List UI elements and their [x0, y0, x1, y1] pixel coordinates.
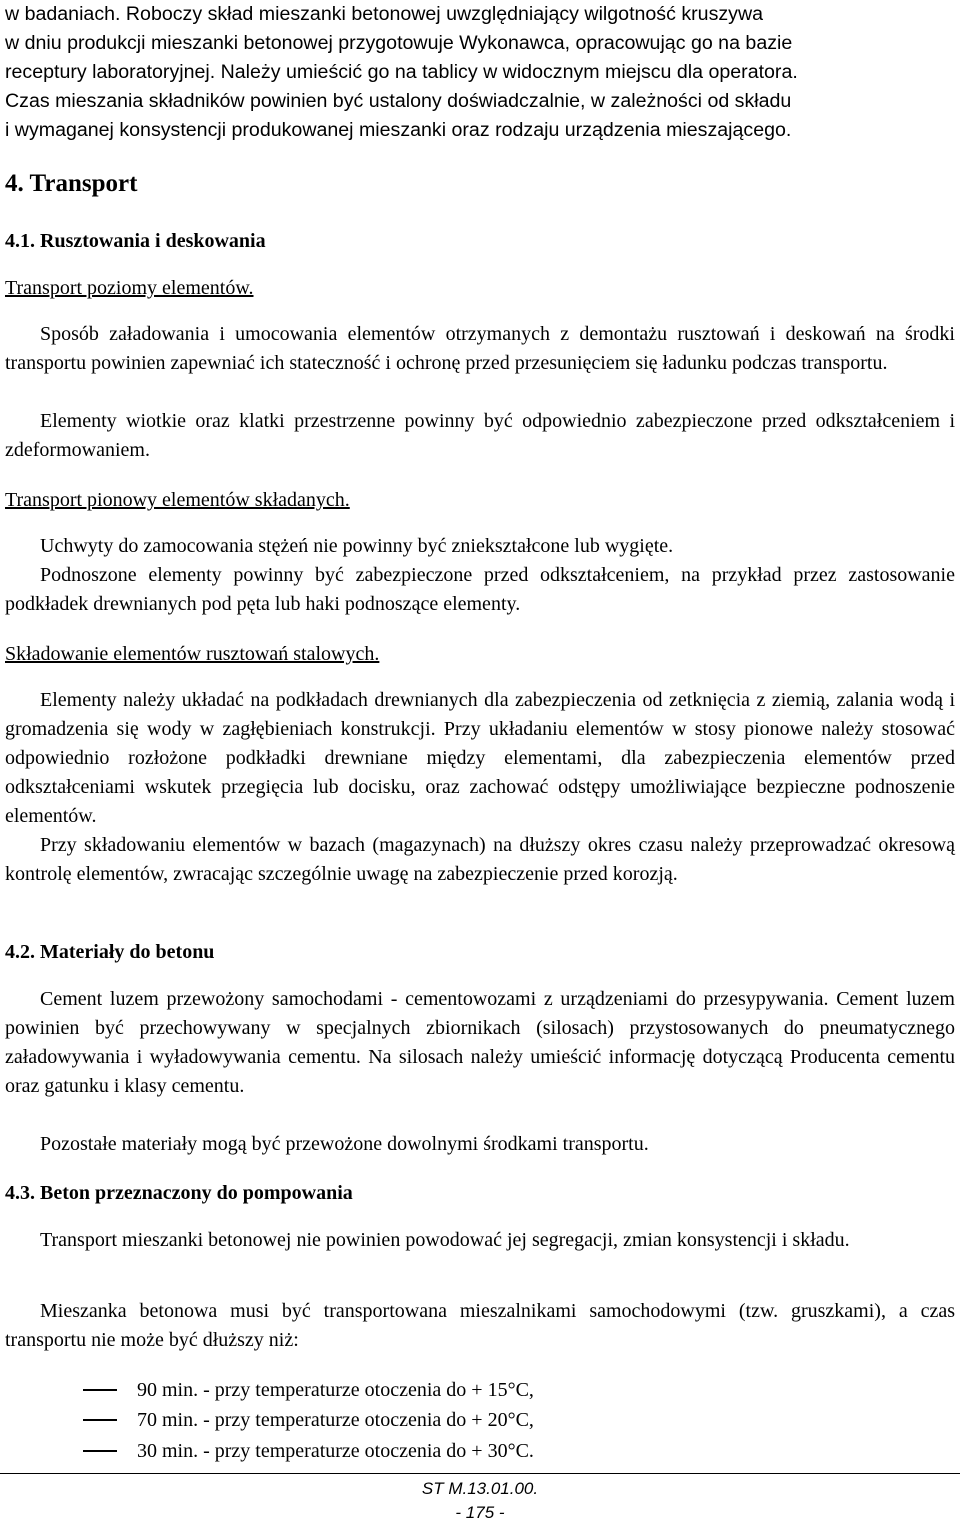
subheading-transport-poziomy: Transport poziomy elementów. [5, 277, 254, 299]
paragraph-mieszanka: Mieszanka betonowa musi być transportowana mieszalnikami samochodowymi (tzw. gruszkami), a czas transportu nie może być dłuższy niż: [5, 1300, 955, 1351]
list-item-text: 70 min. - przy temperaturze otoczenia do + 20°C, [137, 1409, 534, 1431]
subheading-transport-pionowy: Transport pionowy elementów składanych. [5, 489, 350, 511]
subsection-heading-4-1: 4.1. Rusztowania i deskowania [5, 230, 266, 252]
paragraph-podnoszone: Podnoszone elementy powinny być zabezpieczone przed odkształceniem, na przykład przez zastosowanie podkładek drewnianych pod pęta lub haki podnoszące elementy. [5, 564, 955, 615]
dash-bullet-icon [83, 1389, 117, 1391]
dash-bullet-icon [83, 1419, 117, 1421]
list-item-text: 90 min. - przy temperaturze otoczenia do + 15°C, [137, 1379, 534, 1401]
intro-line: receptury laboratoryjnej. Należy umieścić go na tablicy w widocznym miejscu dla operatora. [5, 61, 798, 83]
subsection-heading-4-2: 4.2. Materiały do betonu [5, 941, 215, 963]
dash-bullet-icon [83, 1450, 117, 1452]
footer-rule [0, 1473, 960, 1474]
subsection-heading-4-3: 4.3. Beton przeznaczony do pompowania [5, 1182, 353, 1204]
paragraph-sposob: Sposób załadowania i umocowania elementów otrzymanych z demontażu rusztowań i deskowań na środki transportu powinien zapewniać ich stateczność i ochronę przed przesunięciem się ładunku podczas transportu. [5, 323, 955, 374]
intro-line: i wymaganej konsystencji produkowanej mieszanki oraz rodzaju urządzenia mieszającego. [5, 119, 792, 141]
list-item-text: 30 min. - przy temperaturze otoczenia do + 30°C. [137, 1440, 534, 1462]
footer-code: ST M.13.01.00. [421, 1479, 539, 1498]
paragraph-cement: Cement luzem przewożony samochodami - cementowozami z urządzeniami do przesypywania. Cement luzem powinien być przechowywany w specjalnych zbiornikach (silosach) przystosowanych do pneumatycznego załadowywania i wyładowywania cementu. Na silosach należy umieścić informację dotyczącą Producenta cementu oraz gatunku i klasy cementu. [5, 988, 955, 1097]
page-number: - 175 - [455, 1503, 505, 1522]
section-heading-transport: 4. Transport [5, 170, 138, 197]
paragraph-elementy-wiotkie: Elementy wiotkie oraz klatki przestrzenne powinny być odpowiednio zabezpieczone przed odkształceniem i zdeformowaniem. [5, 410, 955, 461]
intro-line: w dniu produkcji mieszanki betonowej przygotowuje Wykonawca, opracowując go na bazie [5, 32, 793, 54]
paragraph-pozostale: Pozostałe materiały mogą być przewożone dowolnymi środkami transportu. [40, 1133, 649, 1155]
paragraph-przy-skladowaniu: Przy składowaniu elementów w bazach (magazynach) na dłuższy okres czasu należy przeprowadzać okresową kontrolę elementów, zwracając szczególnie uwagę na zabezpieczenie przed korozją. [5, 834, 955, 885]
paragraph-elementy-nalezy: Elementy należy układać na podkładach drewnianych dla zabezpieczenia od zetknięcia z ziemią, zalania wodą i gromadzenia się wody w zagłębieniach konstrukcji. Przy układaniu elementów w stosy pionowe należy stosować odpowiednio rozłożone podkładki drewniane między elementami, dla zabezpieczenia elementów przed odkształceniami wskutek przegięcia lub docisku, oraz zachować odstępy umożliwiające bezpieczne podnoszenie elementów. [5, 689, 955, 827]
subheading-skladowanie: Składowanie elementów rusztowań stalowych. [5, 643, 380, 665]
intro-line: w badaniach. Roboczy skład mieszanki betonowej uwzględniający wilgotność kruszywa [5, 3, 764, 25]
paragraph-uchwyty: Uchwyty do zamocowania stężeń nie powinny być zniekształcone lub wygięte. [40, 535, 674, 557]
intro-line: Czas mieszania składników powinien być ustalony doświadczalnie, w zależności od składu [5, 90, 792, 112]
paragraph-transport-mieszanki: Transport mieszanki betonowej nie powinien powodować jej segregacji, zmian konsystencji i składu. [40, 1229, 850, 1251]
